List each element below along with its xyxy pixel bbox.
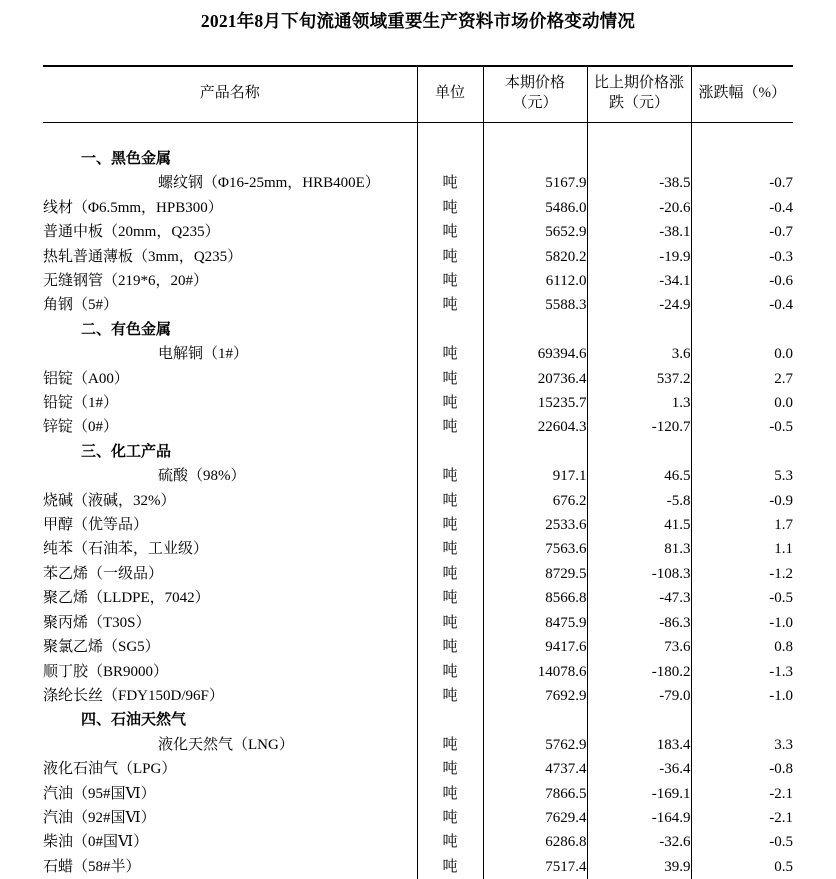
price-change: 73.6 — [587, 635, 691, 659]
product-name: 硫酸（98%） — [158, 468, 246, 485]
table-row — [43, 171, 793, 195]
product-unit: 吨 — [417, 830, 483, 854]
change-rate: -1.0 — [691, 684, 793, 708]
change-rate: 0.0 — [691, 342, 793, 366]
table-spacer-row — [43, 122, 793, 147]
current-price: 2533.6 — [483, 513, 587, 537]
price-change: -169.1 — [587, 782, 691, 806]
table-row — [43, 269, 793, 293]
current-price: 5167.9 — [483, 171, 587, 195]
product-name: 铝锭（A00） — [43, 370, 129, 387]
change-rate: -0.7 — [691, 220, 793, 244]
section-label: 一、黑色金属 — [81, 150, 172, 167]
product-name: 聚丙烯（T30S） — [43, 614, 151, 631]
change-rate — [691, 440, 793, 464]
price-change: -108.3 — [587, 562, 691, 586]
table-row — [43, 293, 793, 317]
change-rate: -0.3 — [691, 245, 793, 269]
product-name: 聚氯乙烯（SG5） — [43, 639, 160, 656]
price-change: -164.9 — [587, 806, 691, 830]
table-row — [43, 830, 793, 854]
product-unit: 吨 — [417, 171, 483, 195]
table-row — [43, 196, 793, 220]
current-price: 5486.0 — [483, 196, 587, 220]
current-price: 917.1 — [483, 464, 587, 488]
current-price: 15235.7 — [483, 391, 587, 415]
change-rate: -1.3 — [691, 660, 793, 684]
price-change: -86.3 — [587, 611, 691, 635]
product-name: 柴油（0#国Ⅵ） — [43, 834, 149, 851]
product-unit: 吨 — [417, 806, 483, 830]
table-row — [43, 586, 793, 610]
price-change: 39.9 — [587, 855, 691, 879]
current-price: 8566.8 — [483, 586, 587, 610]
price-change: 537.2 — [587, 367, 691, 391]
product-unit: 吨 — [417, 196, 483, 220]
table-row — [43, 684, 793, 708]
price-change: -5.8 — [587, 489, 691, 513]
current-price: 14078.6 — [483, 660, 587, 684]
price-change: 41.5 — [587, 513, 691, 537]
table-row — [43, 220, 793, 244]
change-rate: 1.7 — [691, 513, 793, 537]
table-row — [43, 391, 793, 415]
current-price — [483, 440, 587, 464]
product-unit: 吨 — [417, 245, 483, 269]
change-rate: -0.6 — [691, 269, 793, 293]
table-row — [43, 733, 793, 757]
table-row — [43, 342, 793, 366]
table-row — [43, 513, 793, 537]
table-row — [43, 611, 793, 635]
column-header-current-price: 本期价格（元） — [483, 66, 587, 122]
current-price: 7517.4 — [483, 855, 587, 879]
table-row — [43, 806, 793, 830]
change-rate: 1.1 — [691, 537, 793, 561]
table-row — [43, 562, 793, 586]
current-price: 5588.3 — [483, 293, 587, 317]
column-header-product: 产品名称 — [43, 66, 417, 122]
change-rate: 0.8 — [691, 635, 793, 659]
current-price: 6112.0 — [483, 269, 587, 293]
table-section-row — [43, 440, 793, 464]
change-rate: 0.5 — [691, 855, 793, 879]
product-unit: 吨 — [417, 660, 483, 684]
current-price: 7866.5 — [483, 782, 587, 806]
change-rate: -0.8 — [691, 757, 793, 781]
current-price: 7692.9 — [483, 684, 587, 708]
change-rate: 3.3 — [691, 733, 793, 757]
table-row — [43, 855, 793, 879]
product-unit: 吨 — [417, 367, 483, 391]
product-name: 角钢（5#） — [43, 297, 119, 314]
change-rate: -0.5 — [691, 586, 793, 610]
product-unit: 吨 — [417, 562, 483, 586]
product-unit: 吨 — [417, 757, 483, 781]
current-price: 9417.6 — [483, 635, 587, 659]
product-name: 纯苯（石油苯，工业级） — [43, 541, 209, 558]
product-unit: 吨 — [417, 782, 483, 806]
product-name: 汽油（92#国Ⅵ） — [43, 809, 156, 826]
product-unit: 吨 — [417, 611, 483, 635]
current-price: 5820.2 — [483, 245, 587, 269]
product-name: 无缝钢管（219*6，20#） — [43, 273, 209, 290]
product-name: 苯乙烯（一级品） — [43, 565, 164, 582]
price-change: 1.3 — [587, 391, 691, 415]
column-header-change-rate: 涨跌幅（%） — [691, 66, 793, 122]
header-row — [43, 66, 793, 122]
product-unit: 吨 — [417, 513, 483, 537]
product-name: 顺丁胶（BR9000） — [43, 663, 169, 680]
change-rate: -0.9 — [691, 489, 793, 513]
product-unit: 吨 — [417, 586, 483, 610]
current-price — [483, 318, 587, 342]
product-unit: 吨 — [417, 537, 483, 561]
product-name: 线材（Φ6.5mm，HPB300） — [43, 199, 223, 216]
product-name: 铅锭（1#） — [43, 395, 119, 412]
current-price: 8729.5 — [483, 562, 587, 586]
table-row — [43, 489, 793, 513]
current-price: 69394.6 — [483, 342, 587, 366]
current-price: 7629.4 — [483, 806, 587, 830]
product-unit: 吨 — [417, 489, 483, 513]
product-name: 锌锭（0#） — [43, 419, 119, 436]
product-name: 螺纹钢（Φ16-25mm，HRB400E） — [158, 175, 380, 192]
product-unit: 吨 — [417, 855, 483, 879]
price-change — [587, 318, 691, 342]
product-unit: 吨 — [417, 269, 483, 293]
change-rate: -0.5 — [691, 830, 793, 854]
table-section-row — [43, 708, 793, 732]
product-name: 液化天然气（LNG） — [158, 736, 294, 753]
table-body — [43, 122, 793, 879]
product-unit — [417, 440, 483, 464]
page-title: 2021年8月下旬流通领域重要生产资料市场价格变动情况 — [200, 11, 636, 31]
product-unit: 吨 — [417, 391, 483, 415]
table-header — [43, 66, 793, 122]
section-label: 三、化工产品 — [81, 443, 172, 460]
price-change: -180.2 — [587, 660, 691, 684]
change-rate: -0.5 — [691, 415, 793, 439]
column-header-unit: 单位 — [417, 66, 483, 122]
table-section-row — [43, 147, 793, 171]
table-row — [43, 757, 793, 781]
table-row — [43, 415, 793, 439]
price-change: -47.3 — [587, 586, 691, 610]
price-change-table — [43, 65, 793, 879]
table-row — [43, 660, 793, 684]
table-row — [43, 464, 793, 488]
current-price — [483, 708, 587, 732]
current-price: 5652.9 — [483, 220, 587, 244]
product-unit: 吨 — [417, 415, 483, 439]
price-change: -79.0 — [587, 684, 691, 708]
table-row — [43, 537, 793, 561]
change-rate — [691, 708, 793, 732]
current-price: 676.2 — [483, 489, 587, 513]
price-change: -32.6 — [587, 830, 691, 854]
price-change: -38.1 — [587, 220, 691, 244]
price-change: -19.9 — [587, 245, 691, 269]
price-change: -34.1 — [587, 269, 691, 293]
current-price: 8475.9 — [483, 611, 587, 635]
product-unit — [417, 708, 483, 732]
product-name: 石蜡（58#半） — [43, 858, 141, 875]
product-name: 汽油（95#国Ⅵ） — [43, 785, 156, 802]
change-rate: -1.2 — [691, 562, 793, 586]
product-unit: 吨 — [417, 464, 483, 488]
price-change: -120.7 — [587, 415, 691, 439]
price-change: -24.9 — [587, 293, 691, 317]
product-name: 涤纶长丝（FDY150D/96F） — [43, 687, 224, 704]
change-rate: -0.4 — [691, 293, 793, 317]
change-rate: -0.4 — [691, 196, 793, 220]
current-price: 22604.3 — [483, 415, 587, 439]
product-unit: 吨 — [417, 635, 483, 659]
price-change: 3.6 — [587, 342, 691, 366]
price-change: 46.5 — [587, 464, 691, 488]
product-name: 聚乙烯（LLDPE，7042） — [43, 590, 210, 607]
section-label: 二、有色金属 — [81, 321, 172, 338]
price-change — [587, 708, 691, 732]
product-unit: 吨 — [417, 220, 483, 244]
product-unit: 吨 — [417, 293, 483, 317]
price-change: -20.6 — [587, 196, 691, 220]
change-rate: -2.1 — [691, 806, 793, 830]
current-price: 7563.6 — [483, 537, 587, 561]
price-change: -36.4 — [587, 757, 691, 781]
product-name: 热轧普通薄板（3mm，Q235） — [43, 248, 243, 265]
current-price: 4737.4 — [483, 757, 587, 781]
change-rate — [691, 147, 793, 171]
price-change — [587, 440, 691, 464]
price-change: 183.4 — [587, 733, 691, 757]
current-price — [483, 147, 587, 171]
current-price: 6286.8 — [483, 830, 587, 854]
product-name: 烧碱（液碱，32%） — [43, 492, 176, 509]
product-unit: 吨 — [417, 733, 483, 757]
change-rate: 0.0 — [691, 391, 793, 415]
table-row — [43, 367, 793, 391]
price-change: -38.5 — [587, 171, 691, 195]
product-unit: 吨 — [417, 342, 483, 366]
change-rate — [691, 318, 793, 342]
price-change — [587, 147, 691, 171]
change-rate: -2.1 — [691, 782, 793, 806]
product-unit — [417, 318, 483, 342]
product-unit — [417, 147, 483, 171]
table-section-row — [43, 318, 793, 342]
table-row — [43, 782, 793, 806]
change-rate: -0.7 — [691, 171, 793, 195]
current-price: 5762.9 — [483, 733, 587, 757]
change-rate: -1.0 — [691, 611, 793, 635]
table-row — [43, 635, 793, 659]
section-label: 四、石油天然气 — [81, 712, 187, 729]
price-change: 81.3 — [587, 537, 691, 561]
product-unit: 吨 — [417, 684, 483, 708]
change-rate: 2.7 — [691, 367, 793, 391]
product-name: 甲醇（优等品） — [43, 517, 149, 534]
table-row — [43, 245, 793, 269]
change-rate: 5.3 — [691, 464, 793, 488]
current-price: 20736.4 — [483, 367, 587, 391]
table-container — [43, 32, 793, 879]
product-name: 电解铜（1#） — [158, 346, 249, 363]
product-name: 液化石油气（LPG） — [43, 761, 177, 778]
product-name: 普通中板（20mm，Q235） — [43, 224, 220, 241]
column-header-price-change: 比上期价格涨跌（元） — [587, 66, 691, 122]
